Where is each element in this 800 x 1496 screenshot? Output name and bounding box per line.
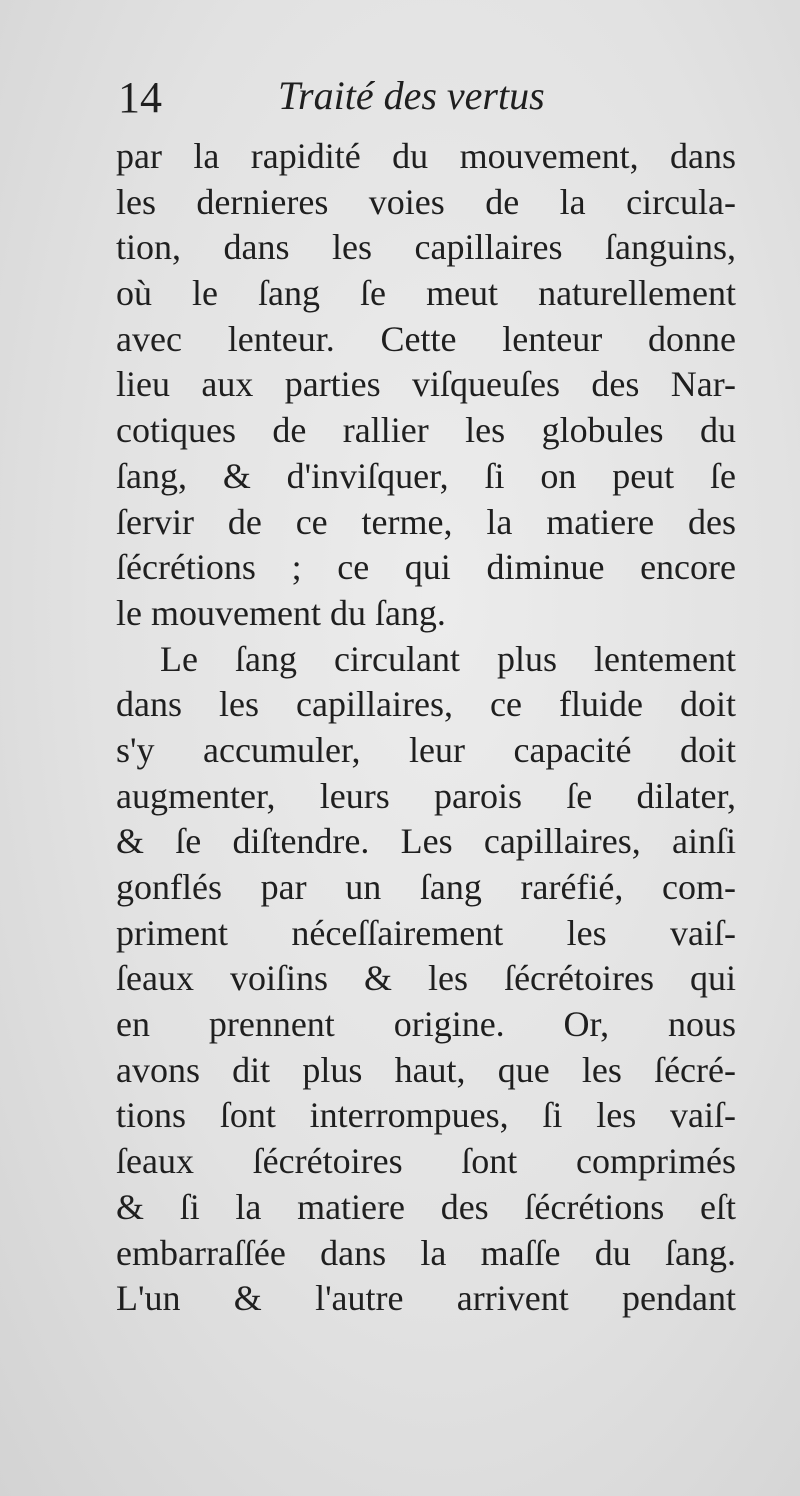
text-line: avons dit plus haut, que les ſécré- — [116, 1049, 736, 1090]
text-line: où le ſang ſe meut naturellement — [116, 273, 736, 314]
text-line: L'un & l'autre arrivent pendant — [116, 1278, 736, 1319]
text-line: s'y accumuler, leur capacité doit — [116, 729, 736, 770]
page-header — [118, 72, 678, 132]
text-line: les dernieres voies de la circula- — [116, 181, 736, 222]
page-number: 14 — [118, 73, 162, 122]
text-line: le mouvement du ſang. — [116, 592, 446, 633]
text-line: ſang, & d'inviſquer, ſi on peut ſe — [116, 455, 736, 496]
text-line: embarraſſée dans la maſſe du ſang. — [116, 1232, 736, 1273]
text-line: dans les capillaires, ce fluide doit — [116, 684, 736, 725]
body-text — [116, 134, 736, 1322]
text-line: ſeaux ſécrétoires ſont comprimés — [116, 1141, 736, 1182]
text-line: lieu aux parties viſqueuſes des Nar- — [116, 364, 736, 405]
running-title: Traité des vertus — [278, 73, 545, 118]
text-line: par la rapidité du mouvement, dans — [116, 136, 736, 176]
text-line: avec lenteur. Cette lenteur donne — [116, 318, 736, 359]
text-line: ſeaux voiſins & les ſécrétoires qui — [116, 958, 736, 999]
text-line: priment néceſſairement les vaiſ- — [116, 912, 736, 953]
text-line: augmenter, leurs parois ſe dilater, — [116, 775, 736, 816]
text-line: tion, dans les capillaires ſanguins, — [116, 227, 736, 268]
text-line: en prennent origine. Or, nous — [116, 1004, 736, 1045]
text-line: Le ſang circulant plus lentement — [160, 638, 736, 679]
text-line: & ſi la matiere des ſécrétions eſt — [116, 1186, 736, 1227]
text-line: tions ſont interrompues, ſi les vaiſ- — [116, 1095, 736, 1136]
text-line: ſervir de ce terme, la matiere des — [116, 501, 736, 542]
text-line: gonflés par un ſang raréfié, com- — [116, 867, 736, 907]
text-line: ſécrétions ; ce qui diminue encore — [116, 547, 736, 588]
text-line: cotiques de rallier les globules du — [116, 410, 736, 451]
text-line: & ſe diſtendre. Les capillaires, ainſi — [116, 821, 736, 862]
